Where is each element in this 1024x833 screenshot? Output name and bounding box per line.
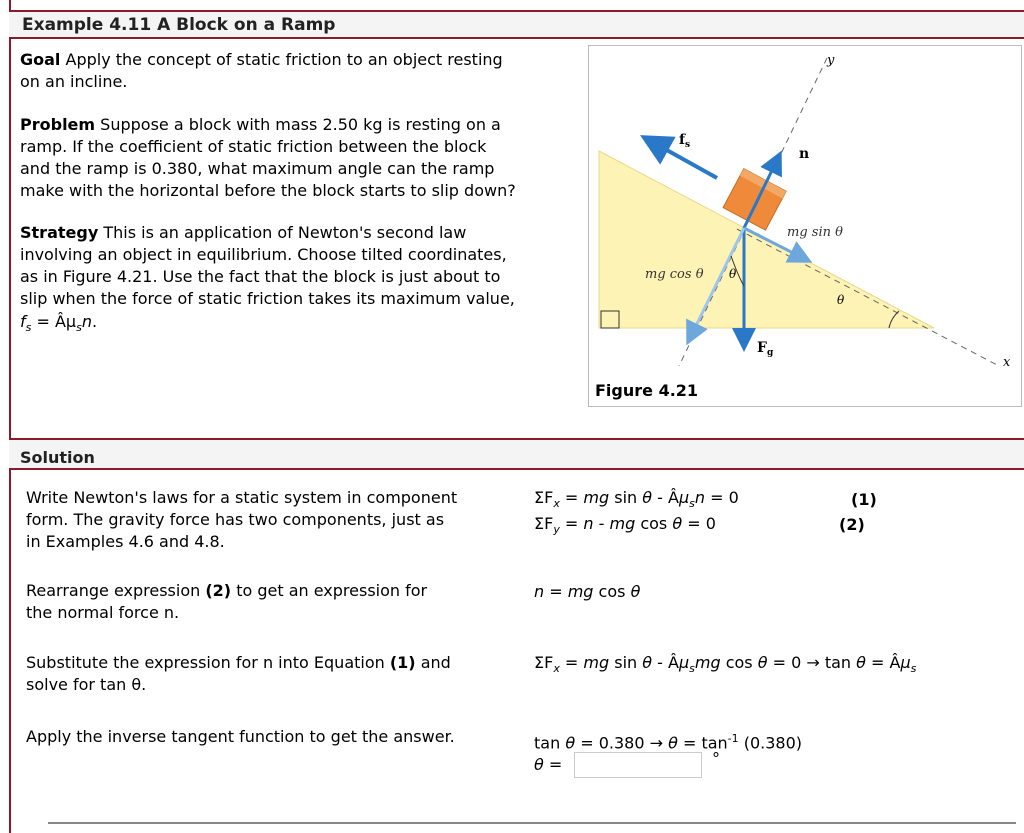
equation-1: $\Sigma F_x$ = mg $\sin \theta - Â\mu_sn = 0$ xyxy=(534,488,739,511)
strategy-text: Strategy This is an application of Newton's second law xyxy=(20,223,467,242)
problem-line4: make with the horizontal before the block starts to slip down? xyxy=(20,181,516,200)
y-label: y xyxy=(827,53,835,68)
example-title: Example 4.11 A Block on a Ramp xyxy=(22,15,336,35)
theta-label-block: θ xyxy=(729,267,737,281)
goal-text: Goal Apply the concept of static friction to an object resting xyxy=(20,50,503,69)
mg-sin-label: mg sin θ xyxy=(787,225,843,240)
equation-2-number: (2) xyxy=(839,515,865,534)
bottom-divider xyxy=(48,822,1016,824)
strategy-formula: $f_s$ = $Â\mu_sn$. xyxy=(20,312,98,335)
goal-label: Goal xyxy=(20,50,61,69)
theta-answer-label: θ = xyxy=(534,755,563,774)
step2-line2: the normal force n. xyxy=(26,603,180,622)
figure-caption: Figure 4.21 xyxy=(595,381,699,400)
figure-4-21 xyxy=(588,45,1022,407)
equation-2: $\Sigma F_y = n$ - mg cos θ = 0 xyxy=(534,514,716,537)
step1-line1: Write Newton's laws for a static system in component xyxy=(26,488,458,507)
problem-label: Problem xyxy=(20,115,96,134)
block xyxy=(723,169,786,230)
x-label: x xyxy=(1003,355,1011,370)
theta-label-ramp: θ xyxy=(837,293,845,307)
strategy-line4: slip when the force of static friction takes its maximum value, xyxy=(20,289,515,308)
step4-line1: Apply the inverse tangent function to get the answer. xyxy=(26,727,455,746)
substitution-equation: $\Sigma F_x$ = mg sin θ - $Â\mu_smg$ $\cos \theta = 0 \to \tan \theta = Â\mu_s$ xyxy=(534,653,917,676)
solution-label: Solution xyxy=(20,448,95,467)
n-label: n xyxy=(799,146,810,162)
ramp-diagram xyxy=(589,46,1021,376)
degree-symbol: ° xyxy=(712,749,720,768)
fg-label: $F_g$ xyxy=(757,340,774,358)
step1-line3: in Examples 4.6 and 4.8. xyxy=(26,532,225,551)
solution-header xyxy=(9,438,1024,470)
step3-line1: Substitute the expression for n into Equation (1) and xyxy=(26,653,451,672)
strategy-line2: involving an object in equilibrium. Choose tilted coordinates, xyxy=(20,245,507,264)
mg-cos-label: mg cos θ xyxy=(645,267,704,282)
fs-label: $f_s$ xyxy=(679,132,691,150)
strategy-line3: as in Figure 4.21. Use the fact that the block is just about to xyxy=(20,267,501,286)
example-header xyxy=(9,10,1024,39)
theta-answer-input[interactable] xyxy=(574,752,702,778)
step1-line2: form. The gravity force has two components, just as xyxy=(26,510,445,529)
inverse-tangent-equation: $\tan \theta = 0.380 \to \theta = \tan^{-1} (0.380)$ xyxy=(534,732,803,753)
problem-line2: ramp. If the coefficient of static friction between the block xyxy=(20,137,487,156)
step2-line1: Rearrange expression (2) to get an expression for xyxy=(26,581,428,600)
problem-line3: and the ramp is 0.380, what maximum angle can the ramp xyxy=(20,159,495,178)
strategy-label: Strategy xyxy=(20,223,99,242)
normal-force-equation: n = mg cos θ xyxy=(534,582,641,601)
equation-1-number: (1) xyxy=(851,490,877,509)
problem-text: Problem Suppose a block with mass 2.50 kg is resting on a xyxy=(20,115,501,134)
goal-text-line2: on an incline. xyxy=(20,72,128,91)
step3-line2: solve for tan θ. xyxy=(26,675,147,694)
